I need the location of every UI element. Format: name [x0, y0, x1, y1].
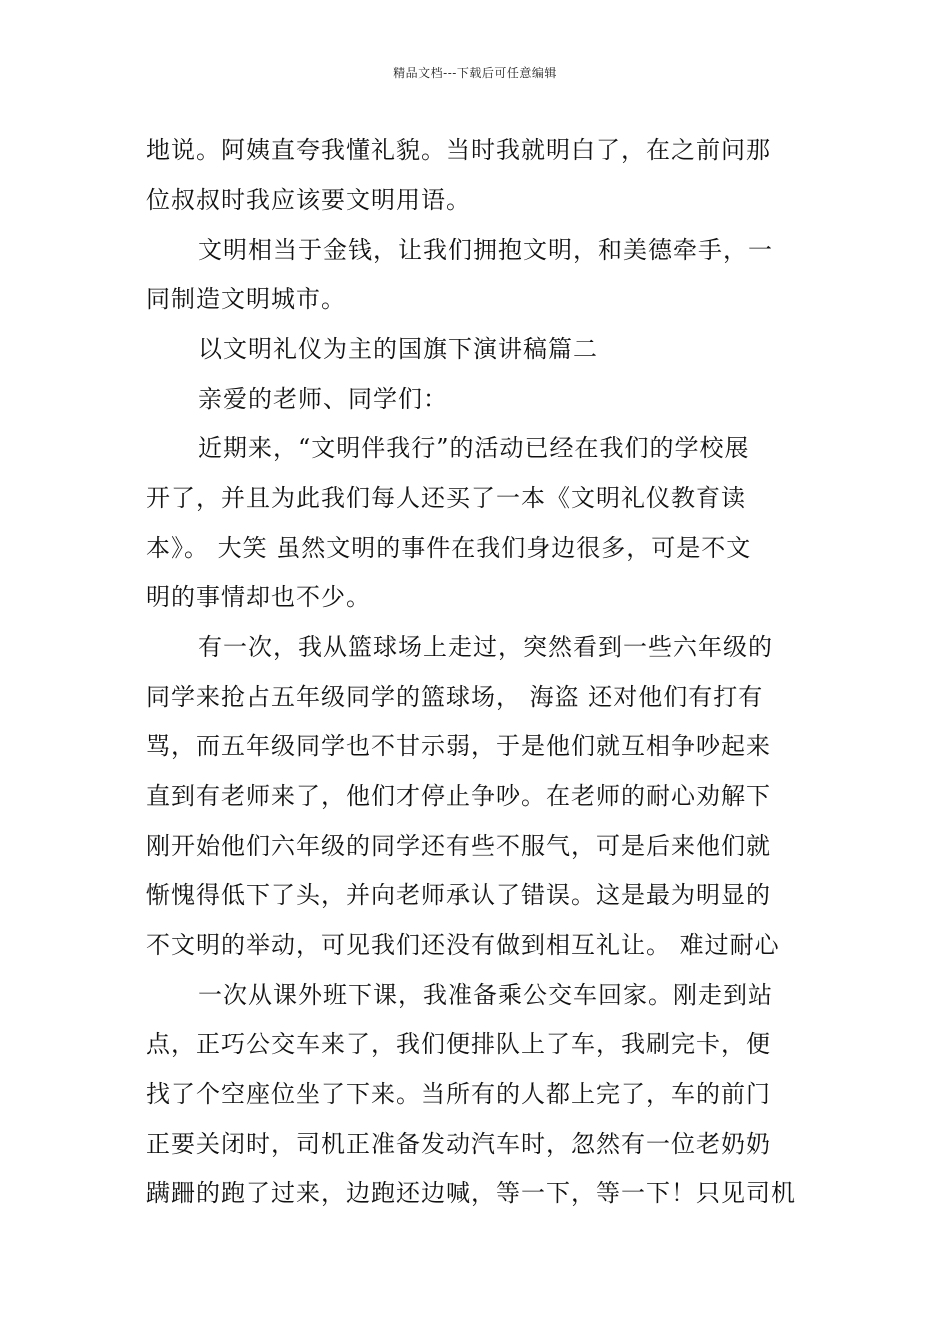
text-line: 点，正巧公交车来了，我们便排队上了车，我刷完卡，便 — [146, 1030, 771, 1058]
text-line: 蹒跚的跑了过来，边跑还边喊，等一下，等一下！只见司机 — [146, 1179, 796, 1207]
section-title: 以文明礼仪为主的国旗下演讲稿篇二 — [198, 335, 598, 363]
paragraph-start-line: 文明相当于金钱，让我们拥抱文明，和美德牵手，一 — [198, 236, 773, 264]
text-line: 地说。阿姨直夸我懂礼貌。当时我就明白了，在之前问那 — [146, 136, 771, 164]
text-line: 开了，并且为此我们每人还买了一本《文明礼仪教育读 — [146, 484, 746, 512]
text-line: 不文明的举动，可见我们还没有做到相互礼让。 难过耐心 — [146, 931, 780, 959]
text-line: 同学来抢占五年级同学的篮球场， 海盗 还对他们有打有 — [146, 683, 764, 711]
text-line: 直到有老师来了，他们才停止争吵。在老师的耐心劝解下 — [146, 782, 771, 810]
salutation: 亲爱的老师、同学们： — [198, 385, 448, 413]
paragraph-start-line: 有一次，我从篮球场上走过，突然看到一些六年级的 — [198, 633, 773, 661]
text-line: 刚开始他们六年级的同学还有些不服气，可是后来他们就 — [146, 832, 771, 860]
text-line: 正要关闭时，司机正准备发动汽车时，忽然有一位老奶奶 — [146, 1130, 771, 1158]
page-header: 精品文档---下载后可任意编辑 — [393, 66, 557, 80]
text-line: 位叔叔时我应该要文明用语。 — [146, 186, 471, 214]
text-line: 找了个空座位坐了下来。当所有的人都上完了，车的前门 — [146, 1080, 771, 1108]
paragraph-start-line: 一次从课外班下课，我准备乘公交车回家。刚走到站 — [198, 981, 773, 1009]
text-line: 同制造文明城市。 — [146, 285, 346, 313]
text-line: 明的事情却也不少。 — [146, 583, 371, 611]
paragraph-start-line: 近期来，“文明伴我行”的活动已经在我们的学校展 — [198, 434, 750, 462]
text-line: 骂，而五年级同学也不甘示弱，于是他们就互相争吵起来 — [146, 732, 771, 760]
text-line: 本》。 大笑 虽然文明的事件在我们身边很多，可是不文 — [146, 534, 752, 562]
text-line: 惭愧得低下了头，并向老师承认了错误。这是最为明显的 — [146, 881, 771, 909]
